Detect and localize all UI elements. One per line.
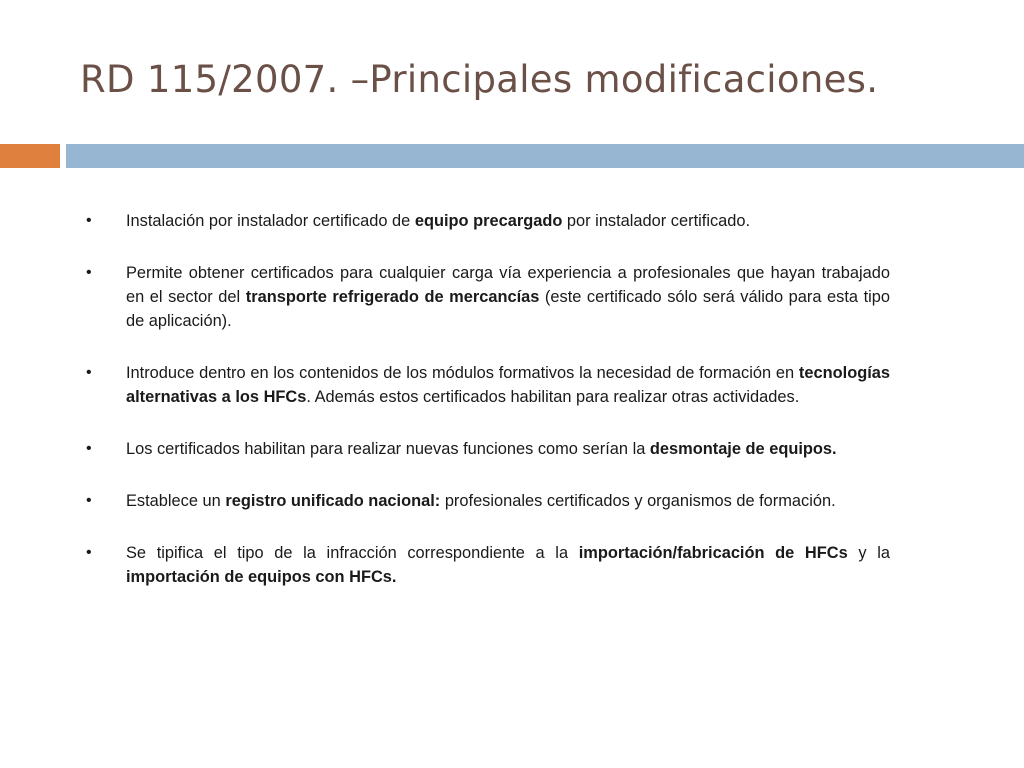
bullet-text-bold: registro unificado nacional: — [225, 492, 441, 510]
bullet-text: Establece un — [126, 492, 226, 510]
slide-title: RD 115/2007. –Principales modificaciones. — [80, 58, 879, 101]
bullet-text: Los certificados habilitan para realizar nuevas funciones como serían la — [126, 440, 650, 458]
bullet-text: profesionales certificados y organismos de formación. — [440, 492, 836, 510]
bullet-text: (este certificado sólo será válido para esta tipo de aplicación). — [126, 288, 890, 330]
bullet-text-bold: transporte refrigerado de mercancías — [245, 288, 540, 306]
bullet-text: Instalación por instalador certificado de — [126, 212, 415, 230]
bullet-mark: • — [86, 364, 92, 381]
bullet-mark: • — [86, 544, 92, 561]
bullet-text-bold: tecnologías alternativas a los HFCs — [126, 364, 890, 406]
accent-bar-blue — [66, 144, 1024, 168]
bullet-text: Introduce dentro en los contenidos de los módulos formativos la necesidad de formación en — [126, 364, 799, 382]
bullet-item-national-registry — [86, 489, 890, 513]
bullet-mark: • — [86, 492, 92, 509]
bullet-item-infraction — [86, 541, 890, 589]
bullet-text: por instalador certificado. — [562, 212, 751, 230]
bullet-text: . Además estos certificados habilitan para realizar otras actividades. — [306, 388, 800, 406]
bullet-text-bold: desmontaje de equipos. — [649, 440, 837, 458]
bullet-text-bold: importación/fabricación de HFCs — [578, 544, 848, 562]
bullet-text: Permite obtener certificados para cualquier carga vía experiencia a profesionales que hayan trabajado en el sector del — [126, 264, 890, 306]
bullet-text: y la — [847, 544, 890, 562]
bullet-item-training-modules — [86, 361, 890, 409]
bullet-item-new-functions — [86, 437, 890, 461]
bullet-mark: • — [86, 212, 92, 229]
bullet-mark: • — [86, 440, 92, 457]
bullet-mark: • — [86, 264, 92, 281]
bullet-text: Se tipifica el tipo de la infracción correspondiente a la — [126, 544, 579, 562]
bullet-text-bold: equipo precargado — [414, 212, 563, 230]
bullet-item-experience-certificates — [86, 261, 890, 333]
bullet-text-bold: importación de equipos con HFCs. — [126, 568, 397, 586]
bullet-list — [86, 209, 890, 617]
accent-bar-orange — [0, 144, 60, 168]
bullet-item-certified-installer — [86, 209, 890, 233]
